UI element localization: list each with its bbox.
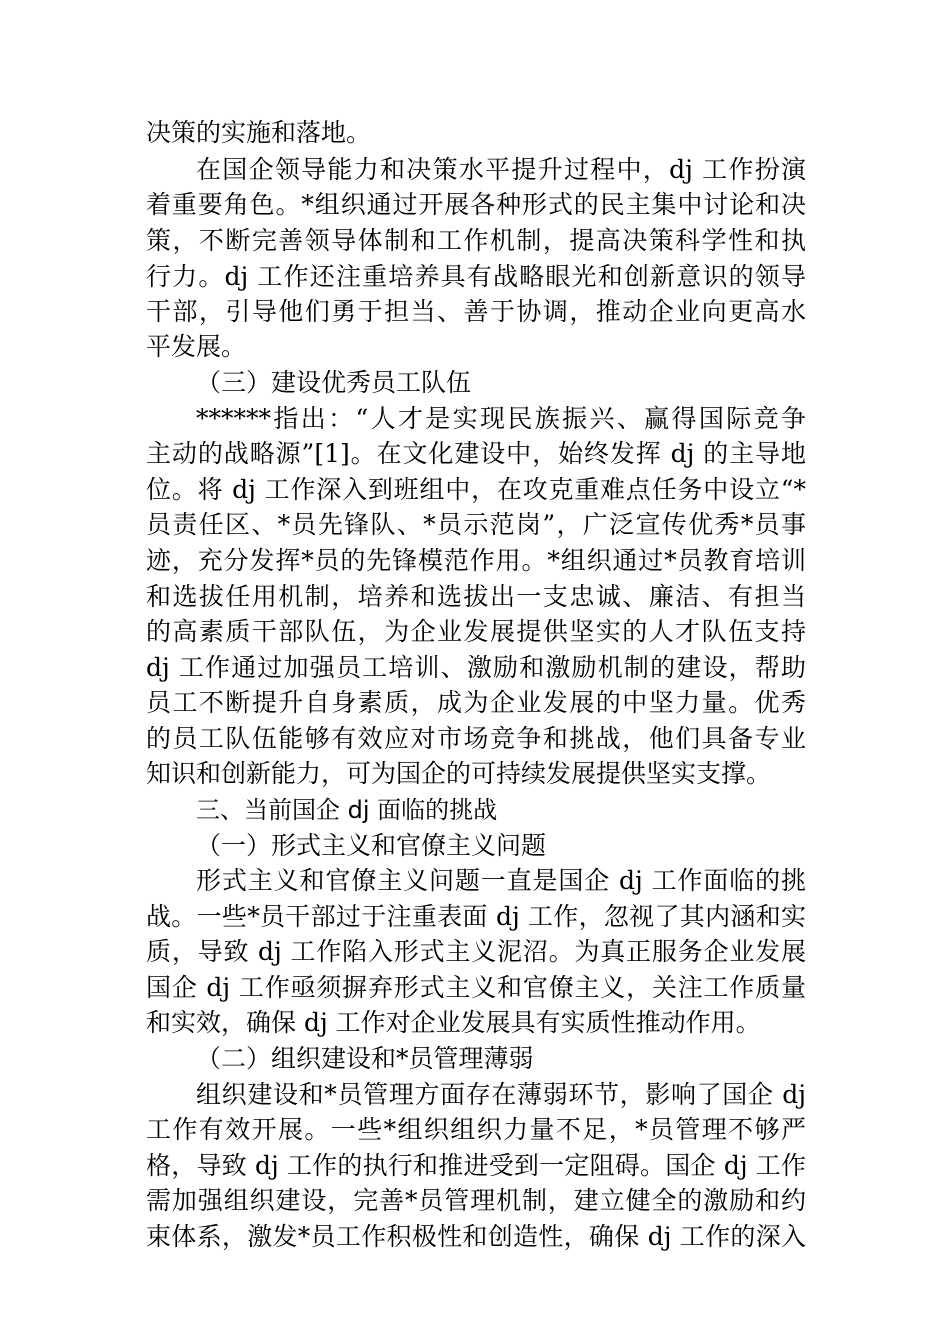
paragraph-line: 着重要角色。*组织通过开展各种形式的民主集中讨论和决 [146,190,806,219]
paragraph-line: 策，不断完善领导体制和工作机制，提高决策科学性和执 [146,226,806,255]
paragraph-line: 需加强组织建设，完善*员管理机制，建立健全的激励和约 [146,1186,806,1215]
paragraph-line: dj 工作通过加强员工培训、激励和激励机制的建设，帮助 [146,653,806,682]
paragraph-line: 和实效，确保 dj 工作对企业发展具有实质性推动作用。 [146,1008,761,1037]
paragraph-line: 形式主义和官僚主义问题一直是国企 dj 工作面临的挑 [196,866,806,895]
paragraph-line: 知识和创新能力，可为国企的可持续发展提供坚实支撑。 [146,759,772,788]
paragraph-line: 主动的战略源”[1]。在文化建设中，始终发挥 dj 的主导地 [146,439,806,468]
paragraph-line: ******指出：“人才是实现民族振兴、赢得国际竞争 [196,404,806,433]
paragraph-line: 的员工队伍能够有效应对市场竞争和挑战，他们具备专业 [146,724,806,753]
paragraph-line: 决策的实施和落地。 [146,118,372,147]
paragraph-line: 国企 dj 工作亟须摒弃形式主义和官僚主义，关注工作质量 [146,973,806,1002]
chapter-heading: 三、当前国企 dj 面临的挑战 [196,796,498,824]
paragraph-line: 工作有效开展。一些*组织组织力量不足，*员管理不够严 [146,1115,806,1144]
section-heading-3: （三）建设优秀员工队伍 [196,368,472,397]
paragraph-line: 在国企领导能力和决策水平提升过程中，dj 工作扮演 [196,155,806,184]
paragraph-line: 和选拔任用机制，培养和选拔出一支忠诚、廉洁、有担当 [146,582,806,611]
paragraph-line: 平发展。 [146,332,247,361]
paragraph-line: 组织建设和*员管理方面存在薄弱环节，影响了国企 dj [196,1080,806,1109]
paragraph-line: 的高素质干部队伍，为企业发展提供坚实的人才队伍支持 [146,617,806,646]
section-heading-1: （一）形式主义和官僚主义问题 [196,831,547,860]
paragraph-line: 格，导致 dj 工作的执行和推进受到一定阻碍。国企 dj 工作 [146,1151,806,1180]
paragraph-line: 质，导致 dj 工作陷入形式主义泥沼。为真正服务企业发展 [146,937,806,966]
section-heading-2: （二）组织建设和*员管理薄弱 [196,1044,534,1073]
paragraph-line: 行力。dj 工作还注重培养具有战略眼光和创新意识的领导 [146,262,806,291]
paragraph-line: 战。一些*员干部过于注重表面 dj 工作，忽视了其内涵和实 [146,902,806,931]
paragraph-line: 员责任区、*员先锋队、*员示范岗”，广泛宣传优秀*员事 [146,510,806,539]
paragraph-line: 员工不断提升自身素质，成为企业发展的中坚力量。优秀 [146,688,806,717]
paragraph-line: 束体系，激发*员工作积极性和创造性，确保 dj 工作的深入 [146,1222,806,1251]
paragraph-line: 干部，引导他们勇于担当、善于协调，推动企业向更高水 [146,297,806,326]
paragraph-line: 迹，充分发挥*员的先锋模范作用。*组织通过*员教育培训 [146,546,806,575]
paragraph-line: 位。将 dj 工作深入到班组中，在攻克重难点任务中设立“* [146,475,806,504]
